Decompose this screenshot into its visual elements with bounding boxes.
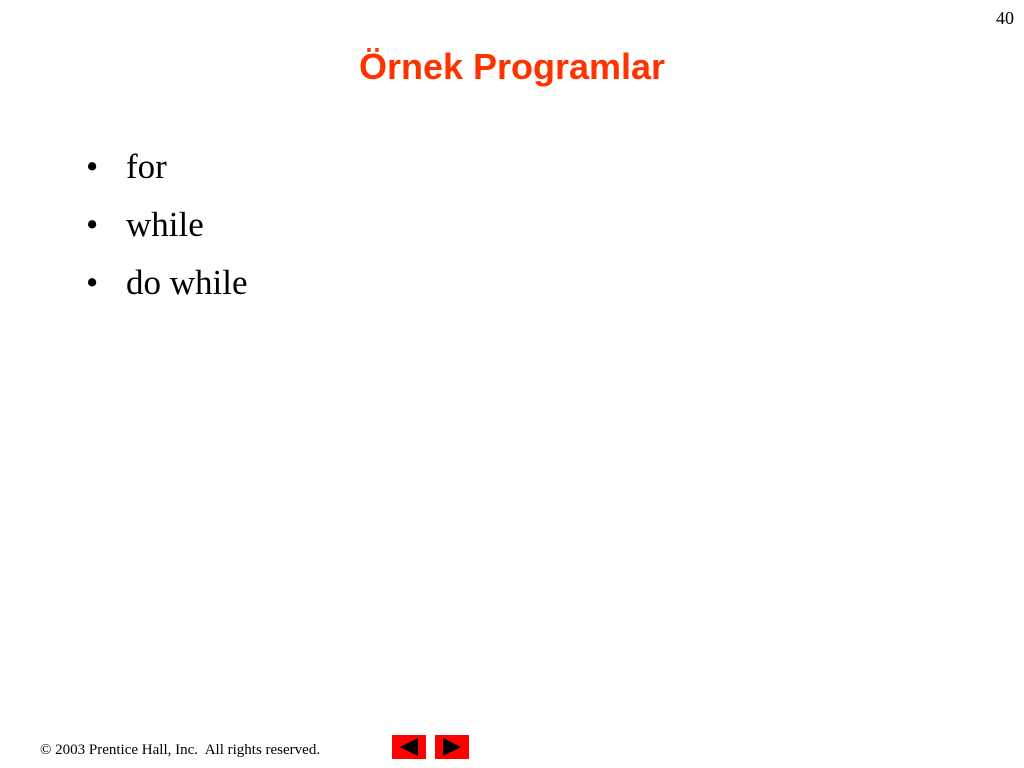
previous-slide-button[interactable] [392, 735, 426, 759]
list-item-text: while [126, 205, 204, 244]
page-number: 40 [996, 8, 1014, 28]
bullet-list [86, 145, 248, 319]
bullet-icon: • [86, 205, 99, 244]
list-item-text: do while [126, 263, 248, 302]
bullet-icon: • [86, 147, 99, 186]
list-item-text: for [126, 147, 167, 186]
slide-title: Örnek Programlar [358, 46, 666, 87]
next-slide-button[interactable] [435, 735, 469, 759]
copyright-footer: © 2003 Prentice Hall, Inc. All rights reserved. [40, 742, 321, 758]
bullet-icon: • [86, 263, 99, 302]
list-item [86, 261, 248, 319]
list-item [86, 145, 248, 203]
right-arrow-icon [435, 735, 469, 759]
list-item [86, 203, 248, 261]
left-arrow-icon [392, 735, 426, 759]
